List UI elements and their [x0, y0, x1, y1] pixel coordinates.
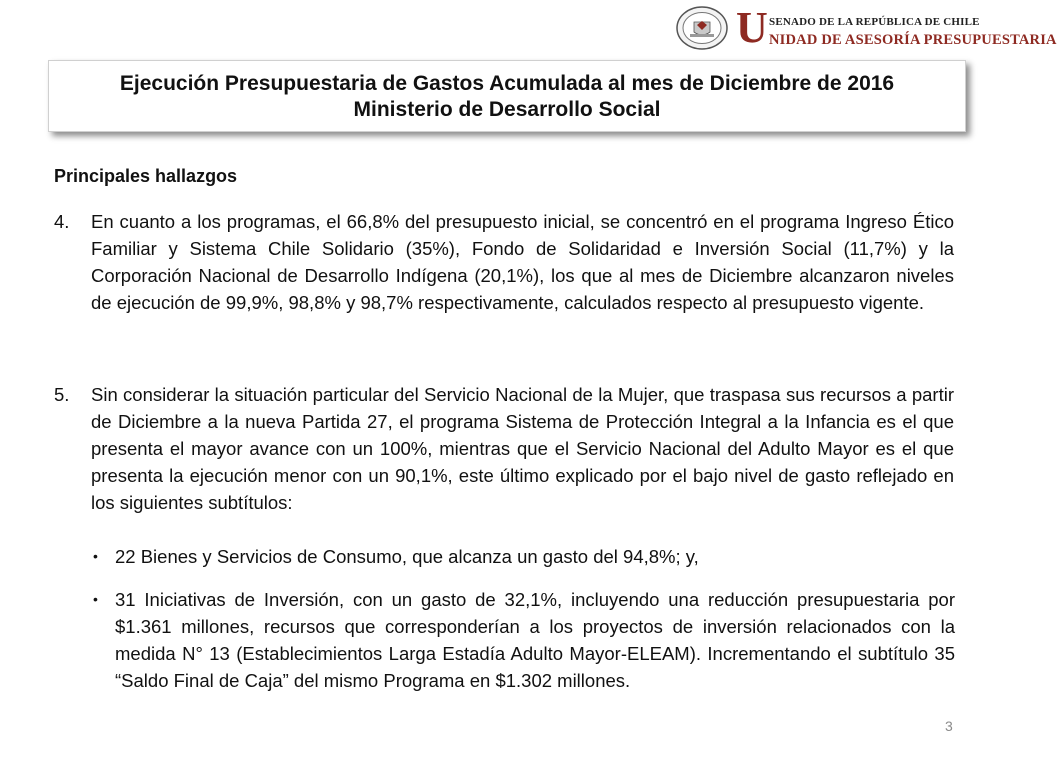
item-text: Sin considerar la situación particular del Servicio Nacional de la Mujer, que traspasa sus recursos a partir de Diciembre a la nueva Partida 27, el programa Sistema de Protección Integral a la Infancia es el que presenta el mayor avance con un 100%, mientras que el Servicio Nacional del Adulto Mayor es el que presenta la ejecución menor con un 90,1%, este último explicado por el bajo nivel de gasto reflejado en los siguientes subtítulos:: [91, 384, 954, 513]
logo-senado-line: SENADO DE LA REPÚBLICA DE CHILE: [769, 16, 980, 28]
item-number: 4.: [54, 211, 70, 232]
page-number: 3: [945, 718, 953, 734]
logo-unidad-line: NIDAD DE ASESORÍA PRESUPUESTARIA: [769, 32, 1057, 48]
section-heading: Principales hallazgos: [54, 166, 238, 186]
finding-item-5: [54, 381, 954, 516]
bullet-icon: •: [93, 591, 98, 607]
bullet-icon: •: [93, 548, 98, 564]
slide-subtitle: Ministerio de Desarrollo Social: [353, 98, 661, 121]
logo-letter: U: [736, 3, 768, 52]
slide-title-box: [48, 60, 966, 132]
bullet-text: 22 Bienes y Servicios de Consumo, que alcanza un gasto del 94,8%; y,: [115, 546, 699, 567]
subtitle-bullet-31: [93, 586, 955, 694]
subtitle-bullet-22: [93, 543, 955, 570]
senado-seal-icon: [676, 6, 728, 50]
item-text: En cuanto a los programas, el 66,8% del presupuesto inicial, se concentró en el programa Ingreso Ético Familiar y Sistema Chile Solidario (35%), Fondo de Solidaridad e Inversión Social (11,7%) y la Corporación Nacional de Desarrollo Indígena (20,1%), los que al mes de Diciembre alcanzaron niveles de ejecución de 99,9%, 98,8% y 98,7% respectivamente, calculados respecto al presupuesto vigente.: [91, 211, 954, 313]
bullet-text: 31 Iniciativas de Inversión, con un gasto de 32,1%, incluyendo una reducción presupuestaria por $1.361 millones, recursos que corresponderían a los proyectos de inversión relacionados con la medida N° 13 (Establecimientos Larga Estadía Adulto Mayor-ELEAM). Incrementando el subtítulo 35 “Saldo Final de Caja” del mismo Programa en $1.302 millones.: [115, 589, 955, 691]
slide-title: Ejecución Presupuestaria de Gastos Acumulada al mes de Diciembre de 2016: [119, 72, 895, 95]
item-number: 5.: [54, 384, 70, 405]
unidad-asesoria-logo: [676, 3, 1057, 52]
finding-item-4: [54, 208, 954, 316]
